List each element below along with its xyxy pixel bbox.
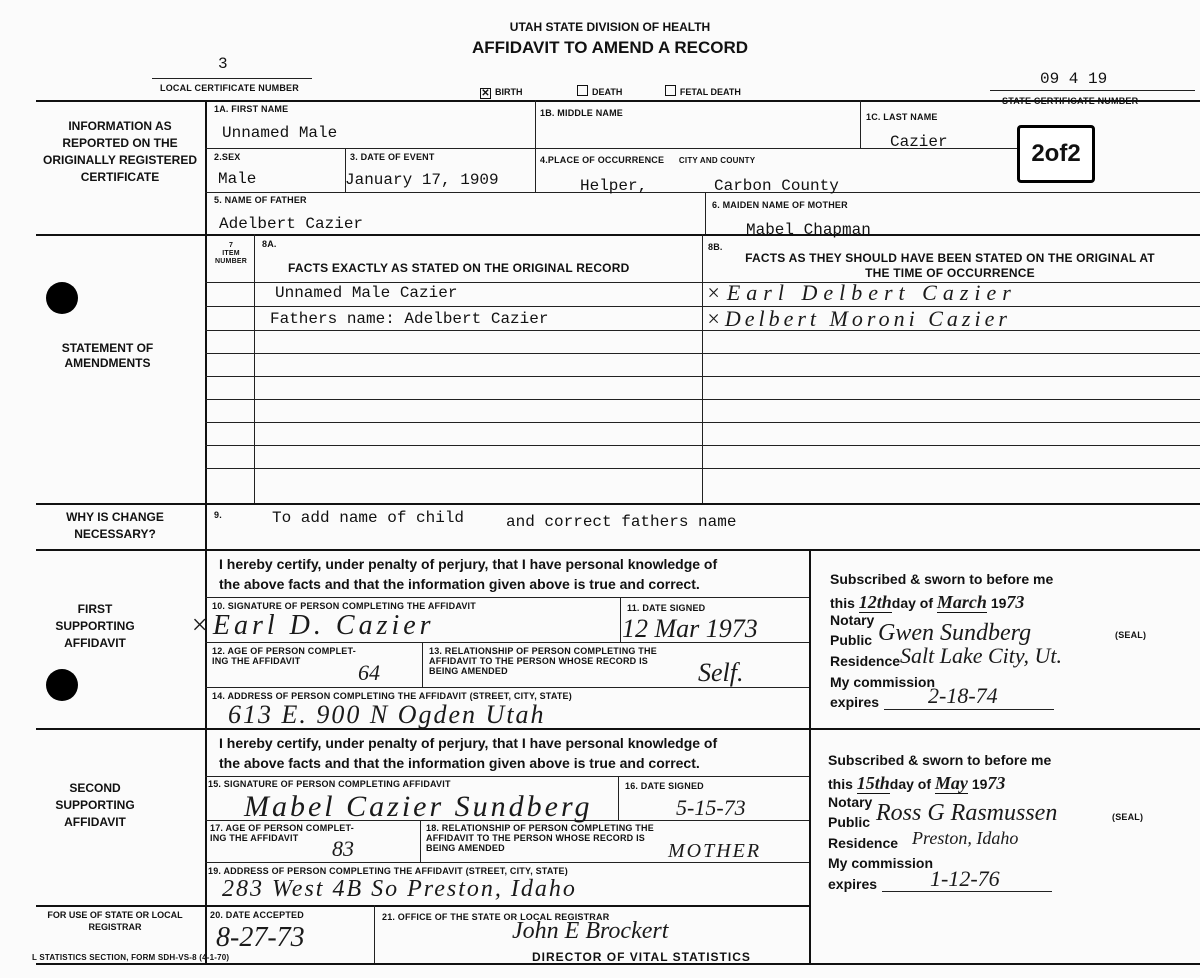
item-number-label: 7 ITEM NUMBER	[215, 242, 247, 265]
date-of-event-value: January 17, 1909	[345, 171, 499, 189]
rule	[420, 820, 421, 862]
notary2-year: 73	[987, 773, 1006, 793]
notary2-notary-label: Notary	[828, 794, 873, 810]
notary1-sworn: Subscribed & sworn to before me	[830, 571, 1054, 587]
divider	[152, 78, 312, 79]
checkbox-fetal-death[interactable]: FETAL DEATH	[665, 87, 741, 97]
rule	[618, 776, 619, 820]
father-name-value: Adelbert Cazier	[219, 215, 364, 233]
notary2-sworn: Subscribed & sworn to before me	[828, 752, 1052, 768]
checked-box-icon: ✕	[481, 88, 490, 99]
rule	[535, 100, 536, 192]
sex-value: Male	[218, 170, 257, 188]
amendment-corrected-1: ×Earl Delbert Cazier	[706, 280, 1017, 305]
field-label: 20. DATE ACCEPTED	[210, 910, 304, 920]
rule	[620, 597, 621, 642]
record-type-checkboxes	[480, 85, 741, 99]
rule	[36, 728, 1200, 730]
checkbox-birth[interactable]: ✕ BIRTH	[481, 87, 523, 99]
field-label: 14. ADDRESS OF PERSON COMPLETING THE AFFIDAVIT (STREET, CITY, STATE)	[212, 691, 572, 701]
registrar-title: DIRECTOR OF VITAL STATISTICS	[532, 950, 751, 964]
rule	[205, 776, 809, 777]
notary1-public-name: Gwen Sundberg	[878, 620, 1032, 646]
rule	[705, 192, 706, 234]
divider	[990, 90, 1195, 91]
first-affiant-signature: ×Earl D. Cazier	[190, 610, 435, 641]
notary1-date-line: this 12thday of March 1973	[830, 592, 1025, 612]
mother-name-value: Mabel Chapman	[746, 221, 871, 239]
field-label: 1A. FIRST NAME	[214, 104, 289, 114]
field-label: 3. DATE OF EVENT	[350, 152, 435, 162]
section-label-second-affidavit: SECOND SUPPORTING AFFIDAVIT	[55, 781, 135, 829]
second-affiant-address: 283 West 4B So Preston, Idaho	[222, 876, 577, 902]
rule	[205, 399, 1200, 400]
field-label: 11. DATE SIGNED	[627, 603, 706, 613]
notary1-notary-label: Notary	[830, 612, 875, 628]
notary2-public-label: Public	[828, 814, 871, 830]
notary2-seal: (SEAL)	[1112, 812, 1144, 822]
field-label: 18. RELATIONSHIP OF PERSON COMPLETING THE AFFIDAVIT TO THE PERSON WHOSE RECORD IS BEING AMENDED	[426, 823, 654, 853]
certify-text-line1: I hereby certify, under penalty of perjury, that I have personal knowledge of	[219, 735, 718, 751]
field-label: 10. SIGNATURE OF PERSON COMPLETING THE AFFIDAVIT	[212, 601, 476, 611]
notary1-residence-label: Residence	[830, 653, 901, 669]
rule	[205, 100, 207, 963]
field-label: 12. AGE OF PERSON COMPLET- ING THE AFFIDAVIT	[212, 646, 356, 666]
rule	[809, 549, 811, 963]
field-label: 17. AGE OF PERSON COMPLET- ING THE AFFIDAVIT	[210, 823, 354, 843]
notary1-year: 73	[1006, 592, 1025, 612]
rule	[205, 445, 1200, 446]
notary2-residence-label: Residence	[828, 835, 899, 851]
field-label: 15. SIGNATURE OF PERSON COMPLETING AFFIDAVIT	[208, 779, 451, 789]
last-name-value: Cazier	[890, 133, 948, 151]
notary1-month: March	[936, 592, 987, 612]
punch-hole-icon	[46, 669, 78, 701]
notary2-month: May	[934, 773, 968, 793]
certify-text-line2: the above facts and that the information given above is true and correct.	[219, 755, 700, 771]
section-label-first-affidavit: FIRST SUPPORTING AFFIDAVIT	[55, 602, 135, 650]
certify-text-line2: the above facts and that the information given above is true and correct.	[219, 576, 700, 592]
notary2-date-line: this 15thday of May 1973	[828, 773, 1006, 793]
agency-name: UTAH STATE DIVISION OF HEALTH	[509, 20, 711, 34]
notary2-expires: 1-12-76	[930, 866, 1000, 891]
col-b-number: 8B.	[708, 242, 723, 252]
rule	[702, 234, 703, 503]
document-title: AFFIDAVIT TO AMEND A RECORD	[471, 38, 749, 57]
notary1-seal: (SEAL)	[1115, 630, 1147, 640]
notary2-residence: Preston, Idaho	[912, 828, 1019, 848]
rule	[860, 100, 861, 148]
rule	[36, 100, 1200, 102]
notary1-public-label: Public	[830, 632, 873, 648]
amendment-corrected-2: ×Delbert Moroni Cazier	[706, 306, 1011, 331]
punch-hole-icon	[46, 282, 78, 314]
state-certificate-label: STATE CERTIFICATE NUMBER	[1002, 96, 1139, 106]
reason-value-a: To add name of child	[272, 509, 465, 527]
rule	[36, 234, 1200, 236]
rule	[254, 234, 255, 503]
rule	[205, 148, 1080, 149]
checkbox-death[interactable]: DEATH	[577, 87, 622, 97]
col-b-header: FACTS AS THEY SHOULD HAVE BEEN STATED ON THE ORIGINAL AT THE TIME OF OCCURRENCE	[745, 251, 1155, 280]
notary1-expires-label: expires	[830, 694, 880, 710]
rule	[884, 709, 1054, 710]
local-certificate-number: 3	[218, 55, 228, 73]
field-label: 5. NAME OF FATHER	[214, 195, 307, 205]
form-identifier: L STATISTICS SECTION, FORM SDH-VS-8 (4-1-70)	[32, 953, 230, 962]
page-stamp: 2of2	[1017, 125, 1095, 183]
first-affiant-address: 613 E. 900 N Ogden Utah	[228, 700, 546, 729]
second-date-signed: 5-15-73	[676, 795, 746, 820]
rule	[36, 549, 1200, 551]
state-certificate-number: 09 4 19	[1040, 70, 1108, 88]
county-value: Carbon County	[714, 177, 839, 195]
col-a-number: 8A.	[262, 239, 277, 249]
second-affiant-relationship: MOTHER	[668, 840, 762, 862]
field-label: 13. RELATIONSHIP OF PERSON COMPLETING THE AFFIDAVIT TO THE PERSON WHOSE RECORD IS BEING AMENDED	[429, 646, 657, 676]
date-accepted-value: 8-27-73	[216, 922, 305, 953]
notary2-expires-label: expires	[828, 876, 878, 892]
notary2-day: 15th	[856, 773, 890, 793]
first-name-value: Unnamed Male	[222, 124, 338, 142]
rule	[205, 353, 1200, 354]
section-label-amendments: STATEMENT OF AMENDMENTS	[61, 341, 154, 370]
section-label-original: INFORMATION AS REPORTED ON THE ORIGINALLY REGISTERED CERTIFICATE	[42, 119, 198, 184]
city-value: Helper,	[580, 177, 648, 195]
field-label: 1B. MIDDLE NAME	[540, 108, 624, 118]
notary1-day: 12th	[858, 592, 892, 612]
rule	[205, 376, 1200, 377]
field-label: 4.PLACE OF OCCURRENCE CITY AND COUNTY	[540, 155, 756, 165]
reason-value-b: and correct fathers name	[506, 513, 737, 531]
rule	[205, 306, 1200, 307]
rule	[36, 503, 1200, 505]
field-label: 21. OFFICE OF THE STATE OR LOCAL REGISTRAR	[382, 912, 610, 922]
section-label-reason: WHY IS CHANGE NECESSARY?	[66, 510, 164, 541]
notary2-commission-label: My commission	[828, 855, 934, 871]
rule	[205, 597, 809, 598]
certify-text-line1: I hereby certify, under penalty of perjury, that I have personal knowledge of	[219, 556, 718, 572]
amendment-original-2: Fathers name: Adelbert Cazier	[270, 310, 549, 328]
field-label: 1C. LAST NAME	[866, 112, 938, 122]
rule	[205, 192, 1200, 193]
rule	[374, 905, 375, 963]
checkbox-icon	[577, 85, 588, 96]
rule	[422, 642, 423, 687]
rule	[205, 422, 1200, 423]
first-affiant-relationship: Self.	[698, 658, 744, 687]
rule	[36, 905, 810, 907]
section-label-registrar: FOR USE OF STATE OR LOCAL REGISTRAR	[47, 910, 183, 932]
field-label: 2.SEX	[214, 152, 241, 162]
notary1-expires: 2-18-74	[928, 683, 998, 708]
col-a-header: FACTS EXACTLY AS STATED ON THE ORIGINAL RECORD	[288, 261, 630, 275]
reason-number: 9.	[214, 510, 222, 520]
local-certificate-label: LOCAL CERTIFICATE NUMBER	[160, 83, 299, 93]
checkbox-icon	[665, 85, 676, 96]
notary2-public-name: Ross G Rasmussen	[876, 800, 1058, 826]
first-date-signed: 12 Mar 1973	[622, 614, 758, 643]
rule	[205, 282, 1200, 283]
rule	[205, 330, 1200, 331]
field-label: 19. ADDRESS OF PERSON COMPLETING THE AFFIDAVIT (STREET, CITY, STATE)	[208, 866, 568, 876]
registrar-signature: John E Brockert	[512, 918, 669, 944]
rule	[205, 468, 1200, 469]
second-affiant-signature: Mabel Cazier Sundberg	[244, 790, 593, 823]
first-affiant-age: 64	[358, 660, 380, 685]
field-label: 16. DATE SIGNED	[625, 781, 704, 791]
amendment-original-1: Unnamed Male Cazier	[275, 284, 458, 302]
notary1-commission-label: My commission	[830, 674, 936, 690]
field-label: 6. MAIDEN NAME OF MOTHER	[712, 200, 848, 210]
second-affiant-age: 83	[332, 836, 354, 861]
notary1-residence: Salt Lake City, Ut.	[900, 643, 1062, 668]
